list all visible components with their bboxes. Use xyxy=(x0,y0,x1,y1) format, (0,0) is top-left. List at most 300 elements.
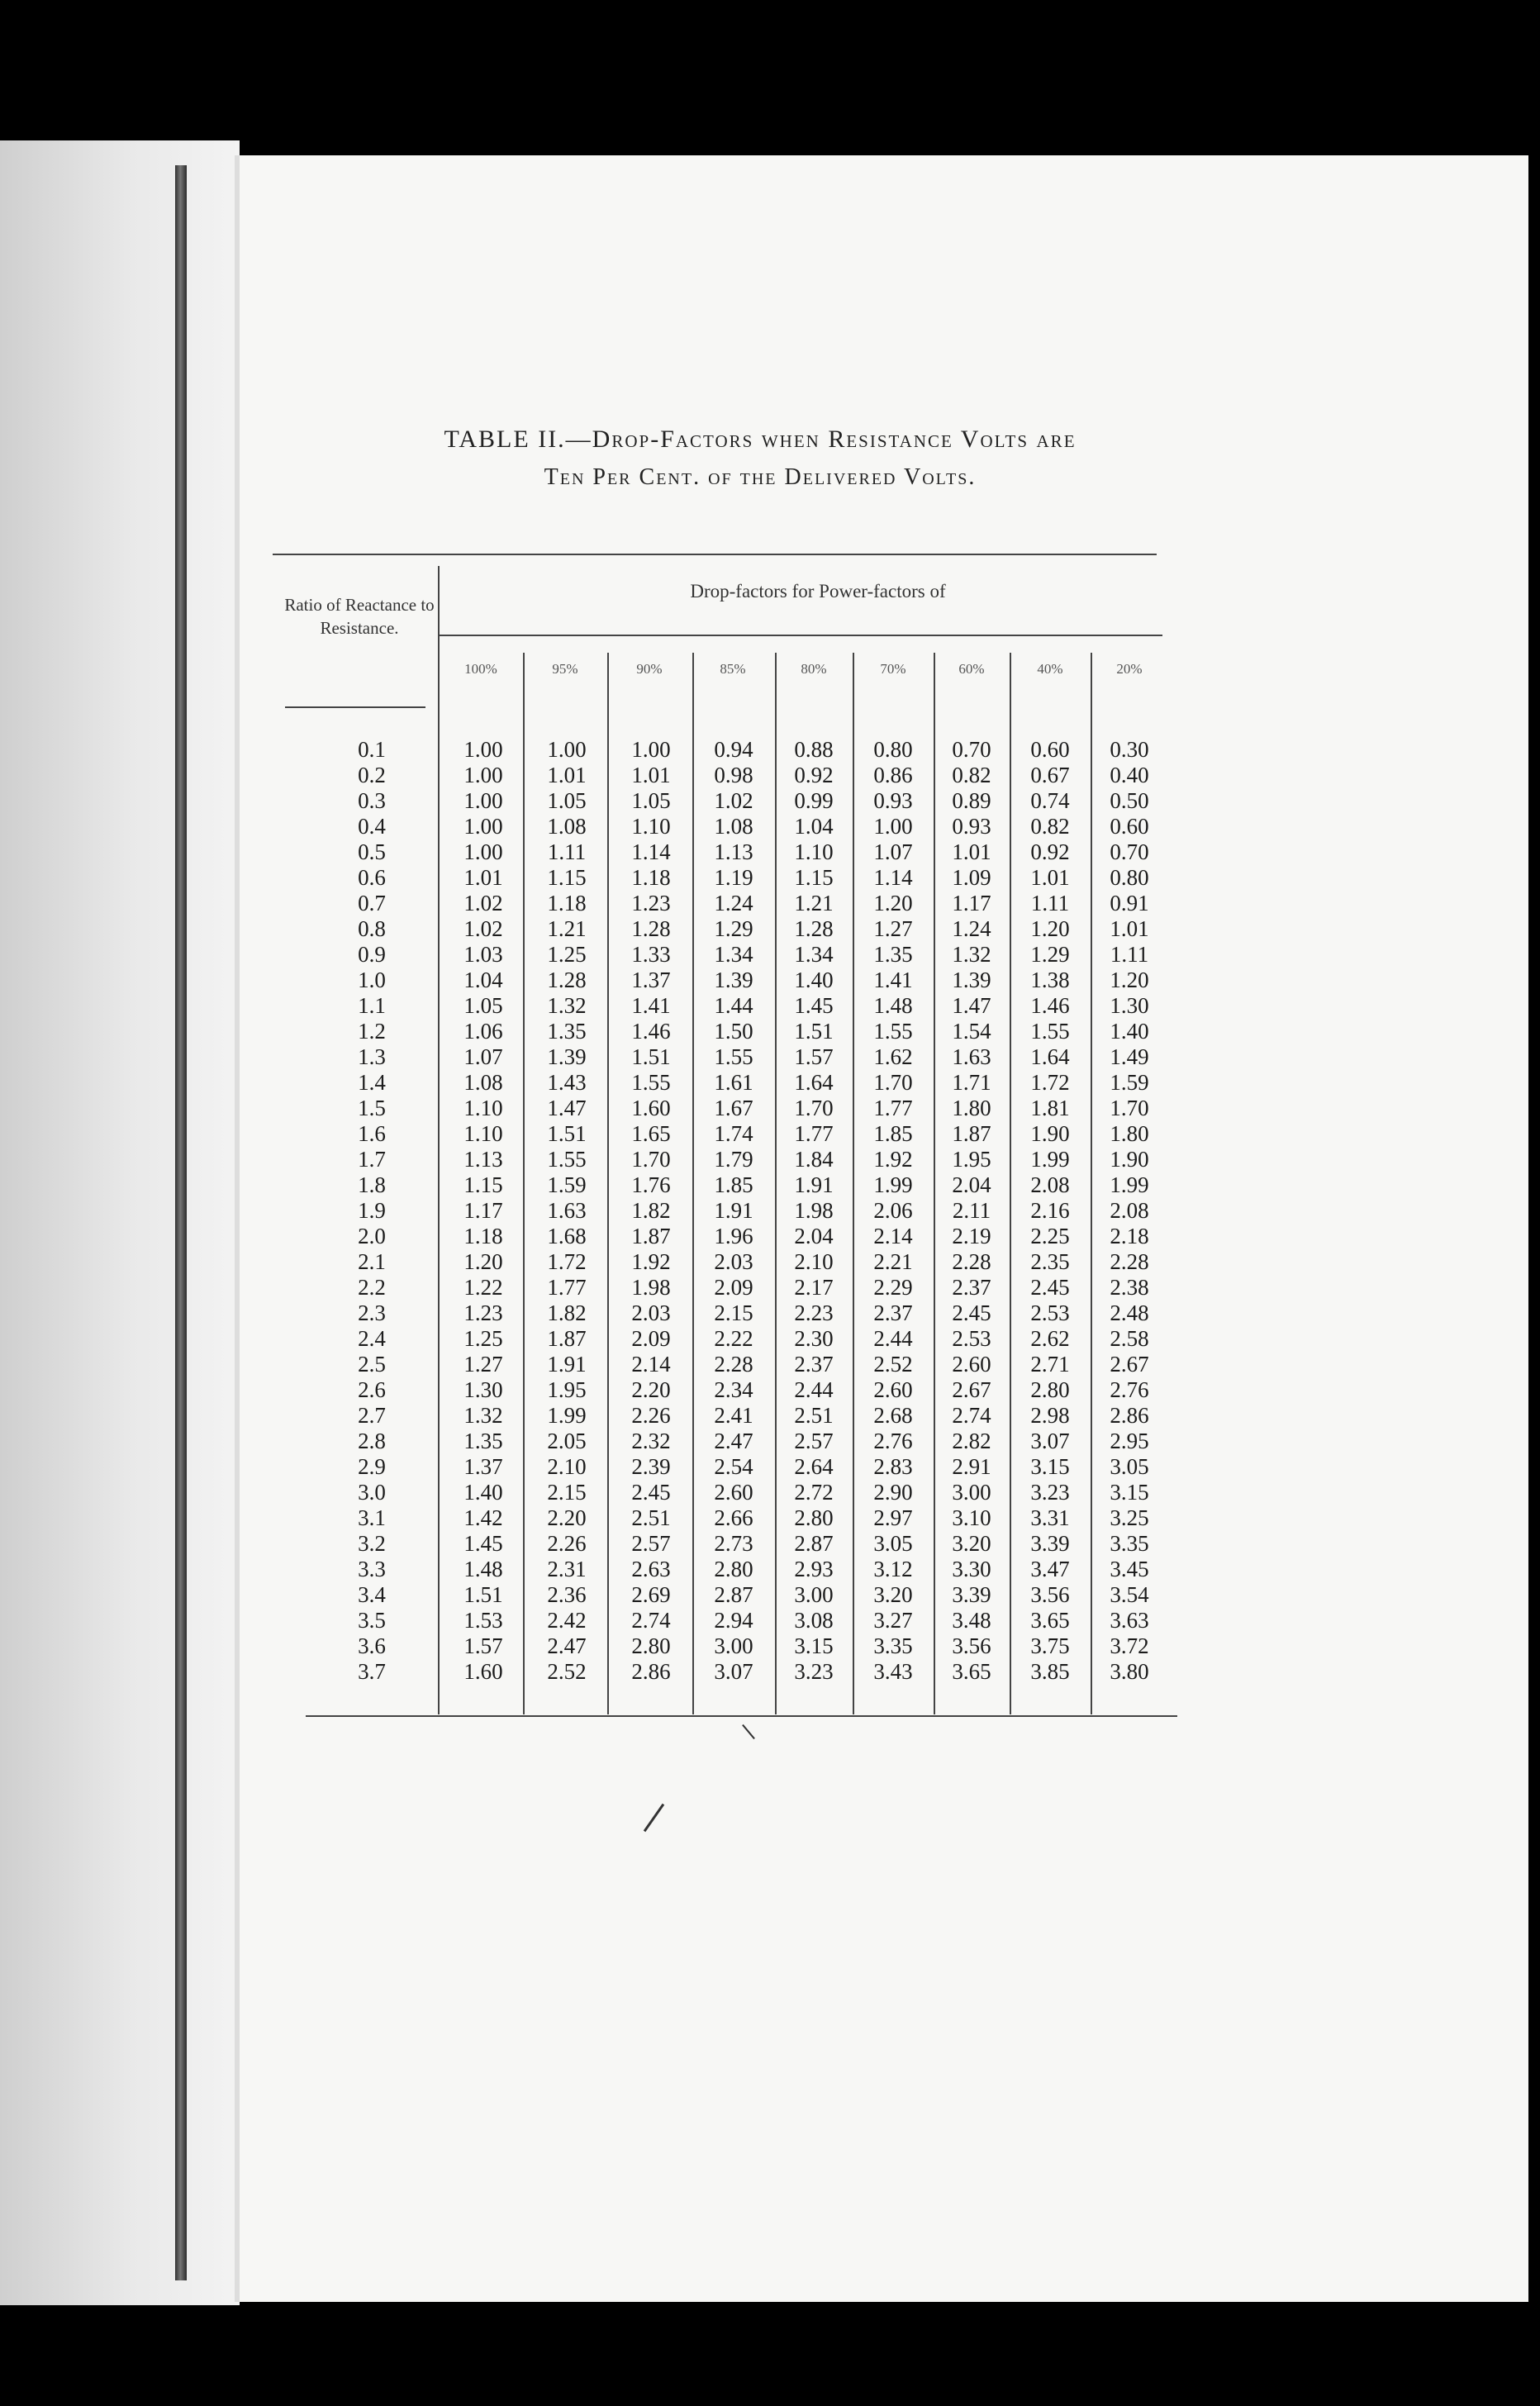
table-cell: 3.45 xyxy=(1110,1557,1149,1581)
table-cell: 0.80 xyxy=(873,737,913,762)
table-cell: 1.20 xyxy=(1030,916,1070,941)
table-cell: 2.31 xyxy=(547,1557,587,1581)
table-cell: 1.18 xyxy=(547,891,587,915)
table-cell: 2.47 xyxy=(714,1429,753,1453)
table-cell: 1.38 xyxy=(1030,968,1070,992)
table-cell: 1.24 xyxy=(714,891,753,915)
table-cell: 1.95 xyxy=(547,1377,587,1402)
table-cell: 2.09 xyxy=(714,1275,753,1300)
table-cell: 0.88 xyxy=(794,737,834,762)
col-85 xyxy=(692,737,775,1685)
table-cell: 1.99 xyxy=(547,1403,587,1428)
ratio-cell: 3.5 xyxy=(358,1608,386,1633)
table-cell: 1.60 xyxy=(463,1659,503,1684)
table-cell: 2.37 xyxy=(794,1352,834,1377)
table-cell: 2.80 xyxy=(1030,1377,1070,1402)
table-cell: 2.18 xyxy=(1110,1224,1149,1248)
table-cell: 2.87 xyxy=(794,1531,834,1556)
table-cell: 2.74 xyxy=(631,1608,671,1633)
table-cell: 1.08 xyxy=(714,814,753,839)
table-cell: 3.65 xyxy=(1030,1608,1070,1633)
table-cell: 1.48 xyxy=(463,1557,503,1581)
table-cell: 1.21 xyxy=(794,891,834,915)
table-cell: 1.77 xyxy=(547,1275,587,1300)
facing-page xyxy=(0,140,240,2305)
table-cell: 1.40 xyxy=(794,968,834,992)
table-cell: 2.20 xyxy=(547,1505,587,1530)
table-cell: 2.72 xyxy=(794,1480,834,1505)
table-cell: 2.86 xyxy=(631,1659,671,1684)
table-cell: 2.16 xyxy=(1030,1198,1070,1223)
table-cell: 1.30 xyxy=(463,1377,503,1402)
ratio-cell: 0.8 xyxy=(358,916,386,941)
table-cell: 1.85 xyxy=(873,1121,913,1146)
table-cell: 1.39 xyxy=(952,968,991,992)
table-cell: 1.43 xyxy=(547,1070,587,1095)
table-cell: 0.89 xyxy=(952,788,991,813)
table-cell: 3.05 xyxy=(873,1531,913,1556)
table-cell: 1.20 xyxy=(873,891,913,915)
table-title: TABLE II.—Drop-Factors when Resistance Volts are xyxy=(444,426,1077,453)
col-95 xyxy=(525,737,608,1685)
table-cell: 3.07 xyxy=(714,1659,753,1684)
table-cell: 1.23 xyxy=(631,891,671,915)
table-cell: 1.46 xyxy=(1030,993,1070,1018)
drop-factors-header: Drop-factors for Power-factors of xyxy=(690,581,946,602)
table-cell: 2.58 xyxy=(1110,1326,1149,1351)
table-cell: 3.12 xyxy=(873,1557,913,1581)
table-cell: 1.07 xyxy=(463,1044,503,1069)
table-cell: 3.35 xyxy=(873,1633,913,1658)
table-cell: 3.31 xyxy=(1030,1505,1070,1530)
table-cell: 0.50 xyxy=(1110,788,1149,813)
table-cell: 3.63 xyxy=(1110,1608,1149,1633)
table-cell: 1.51 xyxy=(631,1044,671,1069)
table-cell: 1.37 xyxy=(631,968,671,992)
header-bottom-rule xyxy=(285,706,425,708)
table-cell: 1.74 xyxy=(714,1121,753,1146)
table-cell: 2.04 xyxy=(794,1224,834,1248)
table-cell: 1.05 xyxy=(631,788,671,813)
table-cell: 2.05 xyxy=(547,1429,587,1453)
table-cell: 2.93 xyxy=(794,1557,834,1581)
table-cell: 2.62 xyxy=(1030,1326,1070,1351)
ratio-cell: 3.7 xyxy=(358,1659,386,1684)
table-cell: 3.85 xyxy=(1030,1659,1070,1684)
table-cell: 2.51 xyxy=(631,1505,671,1530)
table-cell: 0.67 xyxy=(1030,763,1070,787)
table-cell: 1.41 xyxy=(631,993,671,1018)
table-cell: 1.80 xyxy=(1110,1121,1149,1146)
table-cell: 1.01 xyxy=(547,763,587,787)
table-cell: 2.42 xyxy=(547,1608,587,1633)
table-cell: 1.63 xyxy=(547,1198,587,1223)
ratio-cell: 1.6 xyxy=(358,1121,386,1146)
table-cell: 1.46 xyxy=(631,1019,671,1044)
table-cell: 1.63 xyxy=(952,1044,991,1069)
table-cell: 1.32 xyxy=(463,1403,503,1428)
table-cell: 2.82 xyxy=(952,1429,991,1453)
table-cell: 1.99 xyxy=(1110,1172,1149,1197)
table-cell: 1.32 xyxy=(547,993,587,1018)
table-cell: 1.14 xyxy=(873,865,913,890)
pf-header-95: 95% xyxy=(552,661,578,677)
table-cell: 1.87 xyxy=(631,1224,671,1248)
table-cell: 1.17 xyxy=(952,891,991,915)
ratio-cell: 2.6 xyxy=(358,1377,386,1402)
table-cell: 2.68 xyxy=(873,1403,913,1428)
table-cell: 2.45 xyxy=(952,1300,991,1325)
table-cell: 1.60 xyxy=(631,1096,671,1120)
table-cell: 3.10 xyxy=(952,1505,991,1530)
table-cell: 2.71 xyxy=(1030,1352,1070,1377)
table-cell: 3.08 xyxy=(794,1608,834,1633)
ratio-cell: 3.3 xyxy=(358,1557,386,1581)
ratio-cell: 1.9 xyxy=(358,1198,386,1223)
table-cell: 0.86 xyxy=(873,763,913,787)
table-cell: 3.39 xyxy=(952,1582,991,1607)
table-cell: 1.40 xyxy=(463,1480,503,1505)
table-cell: 0.93 xyxy=(952,814,991,839)
table-cell: 2.25 xyxy=(1030,1224,1070,1248)
pf-header-100: 100% xyxy=(464,661,497,677)
table-cell: 1.35 xyxy=(547,1019,587,1044)
table-cell: 1.68 xyxy=(547,1224,587,1248)
bottom-rule xyxy=(306,1715,1177,1717)
table-cell: 1.13 xyxy=(714,839,753,864)
table-cell: 1.70 xyxy=(873,1070,913,1095)
ratio-cell: 2.5 xyxy=(358,1352,386,1377)
table-cell: 1.98 xyxy=(631,1275,671,1300)
table-cell: 0.82 xyxy=(952,763,991,787)
table-cell: 1.35 xyxy=(873,942,913,967)
table-cell: 3.23 xyxy=(1030,1480,1070,1505)
book-spine xyxy=(175,165,187,2280)
table-cell: 2.37 xyxy=(873,1300,913,1325)
col-40 xyxy=(1009,737,1091,1685)
table-cell: 1.25 xyxy=(463,1326,503,1351)
table-cell: 1.29 xyxy=(714,916,753,941)
table-cell: 1.98 xyxy=(794,1198,834,1223)
table-cell: 1.48 xyxy=(873,993,913,1018)
table-cell: 1.03 xyxy=(463,942,503,967)
table-cell: 2.41 xyxy=(714,1403,753,1428)
table-cell: 2.94 xyxy=(714,1608,753,1633)
table-cell: 2.53 xyxy=(1030,1300,1070,1325)
ratio-cell: 2.0 xyxy=(358,1224,386,1248)
table-cell: 1.28 xyxy=(794,916,834,941)
table-cell: 0.80 xyxy=(1110,865,1149,890)
table-cell: 1.81 xyxy=(1030,1096,1070,1120)
table-cell: 1.10 xyxy=(463,1121,503,1146)
table-cell: 2.74 xyxy=(952,1403,991,1428)
pf-header-90: 90% xyxy=(636,661,663,677)
ratio-cell: 3.6 xyxy=(358,1633,386,1658)
table-cell: 2.11 xyxy=(952,1198,991,1223)
pf-header-20: 20% xyxy=(1116,661,1143,677)
table-cell: 3.00 xyxy=(952,1480,991,1505)
table-cell: 2.67 xyxy=(1110,1352,1149,1377)
table-cell: 2.29 xyxy=(873,1275,913,1300)
table-cell: 1.82 xyxy=(547,1300,587,1325)
table-cell: 3.27 xyxy=(873,1608,913,1633)
table-cell: 2.19 xyxy=(952,1224,991,1248)
table-cell: 2.57 xyxy=(794,1429,834,1453)
table-cell: 0.91 xyxy=(1110,891,1149,915)
table-cell: 1.72 xyxy=(547,1249,587,1274)
ratio-cell: 2.7 xyxy=(358,1403,386,1428)
table-cell: 1.72 xyxy=(1030,1070,1070,1095)
table-cell: 1.32 xyxy=(952,942,991,967)
table-cell: 3.20 xyxy=(873,1582,913,1607)
ratio-cell: 0.1 xyxy=(358,737,386,762)
table-cell: 2.47 xyxy=(547,1633,587,1658)
table-cell: 3.72 xyxy=(1110,1633,1149,1658)
table-cell: 0.30 xyxy=(1110,737,1149,762)
table-cell: 2.66 xyxy=(714,1505,753,1530)
table-cell: 1.02 xyxy=(714,788,753,813)
ratio-cell: 2.4 xyxy=(358,1326,386,1351)
table-cell: 1.70 xyxy=(631,1147,671,1172)
table-cell: 1.02 xyxy=(463,916,503,941)
ratio-cell: 0.3 xyxy=(358,788,386,813)
table-cell: 2.23 xyxy=(794,1300,834,1325)
table-cell: 1.44 xyxy=(714,993,753,1018)
table-cell: 2.69 xyxy=(631,1582,671,1607)
table-cell: 2.03 xyxy=(631,1300,671,1325)
table-cell: 1.92 xyxy=(873,1147,913,1172)
table-cell: 1.55 xyxy=(547,1147,587,1172)
table-cell: 1.55 xyxy=(714,1044,753,1069)
table-cell: 1.09 xyxy=(952,865,991,890)
table-cell: 2.48 xyxy=(1110,1300,1149,1325)
table-cell: 1.65 xyxy=(631,1121,671,1146)
table-cell: 2.10 xyxy=(547,1454,587,1479)
table-cell: 1.17 xyxy=(463,1198,503,1223)
table-cell: 2.28 xyxy=(714,1352,753,1377)
table-cell: 1.15 xyxy=(463,1172,503,1197)
ratio-cell: 0.4 xyxy=(358,814,386,839)
table-cell: 1.06 xyxy=(463,1019,503,1044)
table-cell: 2.83 xyxy=(873,1454,913,1479)
table-cell: 3.65 xyxy=(952,1659,991,1684)
table-cell: 1.70 xyxy=(1110,1096,1149,1120)
ratio-cell: 0.7 xyxy=(358,891,386,915)
table-cell: 1.67 xyxy=(714,1096,753,1120)
table-cell: 1.70 xyxy=(794,1096,834,1120)
table-cell: 2.15 xyxy=(714,1300,753,1325)
table-cell: 1.37 xyxy=(463,1454,503,1479)
table-cell: 2.26 xyxy=(631,1403,671,1428)
table-cell: 0.98 xyxy=(714,763,753,787)
ratio-cell: 2.8 xyxy=(358,1429,386,1453)
table-cell: 1.07 xyxy=(873,839,913,864)
table-cell: 1.80 xyxy=(952,1096,991,1120)
table-cell: 3.00 xyxy=(714,1633,753,1658)
ratio-cell: 1.8 xyxy=(358,1172,386,1197)
table-cell: 1.79 xyxy=(714,1147,753,1172)
ratio-cell: 1.1 xyxy=(358,993,386,1018)
table-cell: 2.09 xyxy=(631,1326,671,1351)
table-cell: 1.30 xyxy=(1110,993,1149,1018)
table-cell: 2.03 xyxy=(714,1249,753,1274)
pf-header-70: 70% xyxy=(880,661,906,677)
table-cell: 1.01 xyxy=(1110,916,1149,941)
table-cell: 3.75 xyxy=(1030,1633,1070,1658)
table-cell: 1.11 xyxy=(1030,891,1070,915)
table-cell: 3.00 xyxy=(794,1582,834,1607)
table-cell: 3.54 xyxy=(1110,1582,1149,1607)
table-cell: 1.57 xyxy=(794,1044,834,1069)
table-cell: 1.49 xyxy=(1110,1044,1149,1069)
col-20 xyxy=(1088,737,1171,1685)
table-cell: 2.91 xyxy=(952,1454,991,1479)
table-cell: 1.08 xyxy=(547,814,587,839)
table-cell: 0.60 xyxy=(1110,814,1149,839)
table-cell: 1.50 xyxy=(714,1019,753,1044)
col-60 xyxy=(930,737,1013,1685)
table-cell: 1.00 xyxy=(463,763,503,787)
table-cell: 2.97 xyxy=(873,1505,913,1530)
table-cell: 1.57 xyxy=(463,1633,503,1658)
table-cell: 2.17 xyxy=(794,1275,834,1300)
table-cell: 1.00 xyxy=(873,814,913,839)
table-cell: 1.91 xyxy=(547,1352,587,1377)
table-cell: 2.54 xyxy=(714,1454,753,1479)
table-cell: 1.10 xyxy=(463,1096,503,1120)
table-cell: 1.71 xyxy=(952,1070,991,1095)
col-90 xyxy=(610,737,692,1685)
table-cell: 1.87 xyxy=(952,1121,991,1146)
col-rule xyxy=(438,566,440,1714)
table-cell: 1.21 xyxy=(547,916,587,941)
table-cell: 1.28 xyxy=(547,968,587,992)
table-cell: 2.63 xyxy=(631,1557,671,1581)
table-cell: 1.27 xyxy=(463,1352,503,1377)
table-cell: 1.55 xyxy=(873,1019,913,1044)
table-cell: 2.39 xyxy=(631,1454,671,1479)
table-cell: 1.95 xyxy=(952,1147,991,1172)
table-cell: 1.11 xyxy=(1110,942,1149,967)
table-cell: 2.52 xyxy=(873,1352,913,1377)
table-cell: 1.90 xyxy=(1110,1147,1149,1172)
table-cell: 2.64 xyxy=(794,1454,834,1479)
table-cell: 2.38 xyxy=(1110,1275,1149,1300)
table-cell: 1.55 xyxy=(631,1070,671,1095)
table-cell: 1.25 xyxy=(547,942,587,967)
ratio-cell: 3.4 xyxy=(358,1582,386,1607)
table-cell: 1.10 xyxy=(631,814,671,839)
ratio-cell: 0.9 xyxy=(358,942,386,967)
pf-header-85: 85% xyxy=(720,661,746,677)
table-cell: 0.99 xyxy=(794,788,834,813)
ratio-cell: 2.1 xyxy=(358,1249,386,1274)
pf-header-60: 60% xyxy=(958,661,985,677)
table-cell: 1.00 xyxy=(463,737,503,762)
table-cell: 1.05 xyxy=(547,788,587,813)
table-cell: 2.26 xyxy=(547,1531,587,1556)
table-cell: 2.06 xyxy=(873,1198,913,1223)
table-cell: 2.80 xyxy=(631,1633,671,1658)
table-cell: 2.76 xyxy=(873,1429,913,1453)
table-cell: 1.13 xyxy=(463,1147,503,1172)
col-80 xyxy=(772,737,855,1685)
table-cell: 2.28 xyxy=(952,1249,991,1274)
table-cell: 3.25 xyxy=(1110,1505,1149,1530)
table-cell: 3.15 xyxy=(1030,1454,1070,1479)
ratio-cell: 3.0 xyxy=(358,1480,386,1505)
table-cell: 2.30 xyxy=(794,1326,834,1351)
table-cell: 1.00 xyxy=(463,814,503,839)
table-cell: 1.39 xyxy=(714,968,753,992)
table-cell: 1.18 xyxy=(631,865,671,890)
table-cell: 1.01 xyxy=(1030,865,1070,890)
table-cell: 2.86 xyxy=(1110,1403,1149,1428)
table-cell: 1.99 xyxy=(1030,1147,1070,1172)
ratio-cell: 1.3 xyxy=(358,1044,386,1069)
table-cell: 1.04 xyxy=(794,814,834,839)
table-cell: 3.23 xyxy=(794,1659,834,1684)
table-cell: 2.15 xyxy=(547,1480,587,1505)
table-cell: 2.90 xyxy=(873,1480,913,1505)
table-cell: 3.47 xyxy=(1030,1557,1070,1581)
ratio-cell: 0.6 xyxy=(358,865,386,890)
table-cell: 0.82 xyxy=(1030,814,1070,839)
table-cell: 0.92 xyxy=(1030,839,1070,864)
table-cell: 1.34 xyxy=(794,942,834,967)
table-cell: 3.48 xyxy=(952,1608,991,1633)
header-sub-rule xyxy=(440,635,1162,636)
table-cell: 1.19 xyxy=(714,865,753,890)
ratio-cell: 3.2 xyxy=(358,1531,386,1556)
table-cell: 1.91 xyxy=(794,1172,834,1197)
table-cell: 1.10 xyxy=(794,839,834,864)
table-cell: 2.14 xyxy=(631,1352,671,1377)
table-cell: 2.60 xyxy=(873,1377,913,1402)
table-cell: 1.20 xyxy=(463,1249,503,1274)
table-cell: 1.42 xyxy=(463,1505,503,1530)
table-cell: 2.80 xyxy=(794,1505,834,1530)
table-cell: 2.20 xyxy=(631,1377,671,1402)
table-cell: 2.21 xyxy=(873,1249,913,1274)
table-cell: 2.73 xyxy=(714,1531,753,1556)
table-cell: 1.51 xyxy=(463,1582,503,1607)
table-cell: 2.45 xyxy=(631,1480,671,1505)
table-cell: 1.47 xyxy=(547,1096,587,1120)
table-cell: 1.92 xyxy=(631,1249,671,1274)
table-cell: 1.61 xyxy=(714,1070,753,1095)
table-cell: 1.55 xyxy=(1030,1019,1070,1044)
table-cell: 0.70 xyxy=(1110,839,1149,864)
table-cell: 0.70 xyxy=(952,737,991,762)
table-cell: 3.56 xyxy=(952,1633,991,1658)
ratio-cell: 3.1 xyxy=(358,1505,386,1530)
table-cell: 2.60 xyxy=(952,1352,991,1377)
table-cell: 1.15 xyxy=(547,865,587,890)
table-cell: 2.08 xyxy=(1110,1198,1149,1223)
table-cell: 3.20 xyxy=(952,1531,991,1556)
table-cell: 1.28 xyxy=(631,916,671,941)
table-cell: 2.14 xyxy=(873,1224,913,1248)
table-cell: 1.15 xyxy=(794,865,834,890)
col-70 xyxy=(852,737,934,1685)
table-cell: 2.04 xyxy=(952,1172,991,1197)
table-cell: 1.85 xyxy=(714,1172,753,1197)
table-cell: 1.40 xyxy=(1110,1019,1149,1044)
table-cell: 1.84 xyxy=(794,1147,834,1172)
table-cell: 0.60 xyxy=(1030,737,1070,762)
ratio-cell: 0.2 xyxy=(358,763,386,787)
